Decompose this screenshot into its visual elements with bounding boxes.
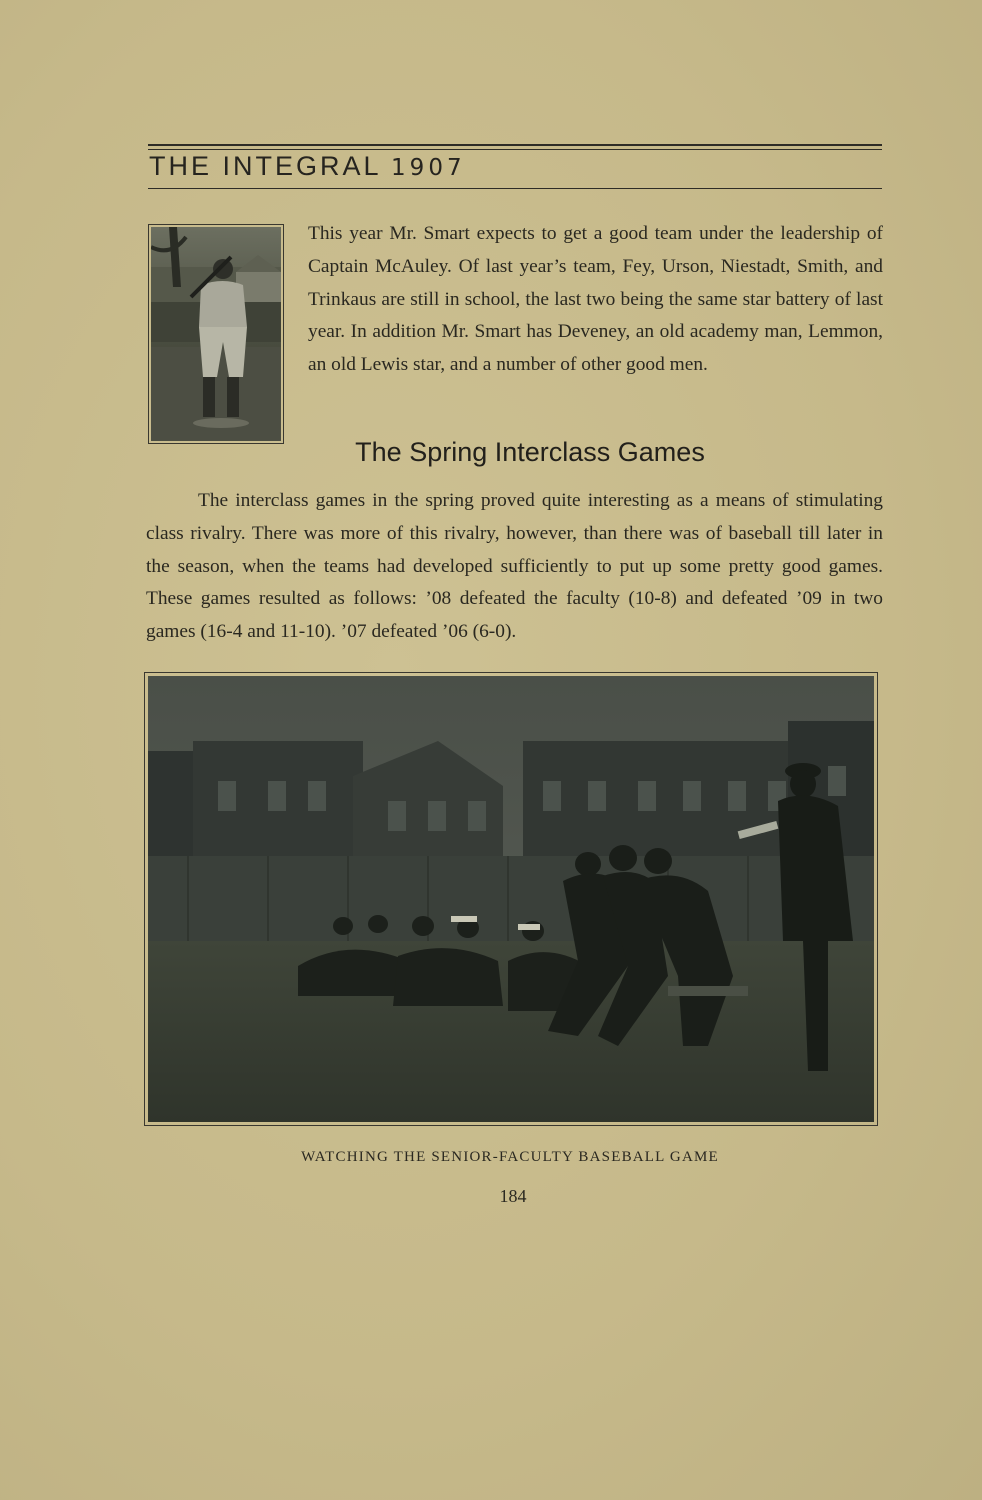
header-year: 1907 xyxy=(391,155,466,181)
intro-text xyxy=(308,218,883,382)
running-header xyxy=(149,151,466,182)
header-rule-bottom xyxy=(148,188,882,189)
intro-paragraph: This year Mr. Smart expects to get a good team under the leadership of Captain McAuley. Of last year’s team, Fey, Urson, Niestadt, Smith, and Trinkaus are still in school, the last two being the same star battery of last year. In addition Mr. Smart has Deveney, an old academy man, Lemmon, an old Lewis star, and a number of other good men. xyxy=(308,223,883,376)
batter-portrait-photo xyxy=(148,224,284,444)
section-title: The Spring Interclass Games xyxy=(355,437,705,467)
section-paragraph: The interclass games in the spring proved quite interesting as a means of stimulating class rivalry. There was more of this rivalry, however, than there was of baseball till later in the season, when the teams had developed sufficiently to put up some pretty good games. These games resulted as follows: ’08 defeated the faculty (10-8) and defeated ’09 in two games (16-4 and 11-10). ’07 defeated ’06 (6-0). xyxy=(146,490,883,643)
section-text xyxy=(146,485,883,649)
photo-caption: WATCHING THE SENIOR-FACULTY BASEBALL GAME xyxy=(301,1149,719,1165)
header-rule-top xyxy=(148,144,882,146)
header-rule-top-thin xyxy=(148,149,882,150)
header-title: THE INTEGRAL xyxy=(149,151,381,181)
spectators-photo xyxy=(144,672,878,1126)
page-number: 184 xyxy=(499,1186,527,1206)
